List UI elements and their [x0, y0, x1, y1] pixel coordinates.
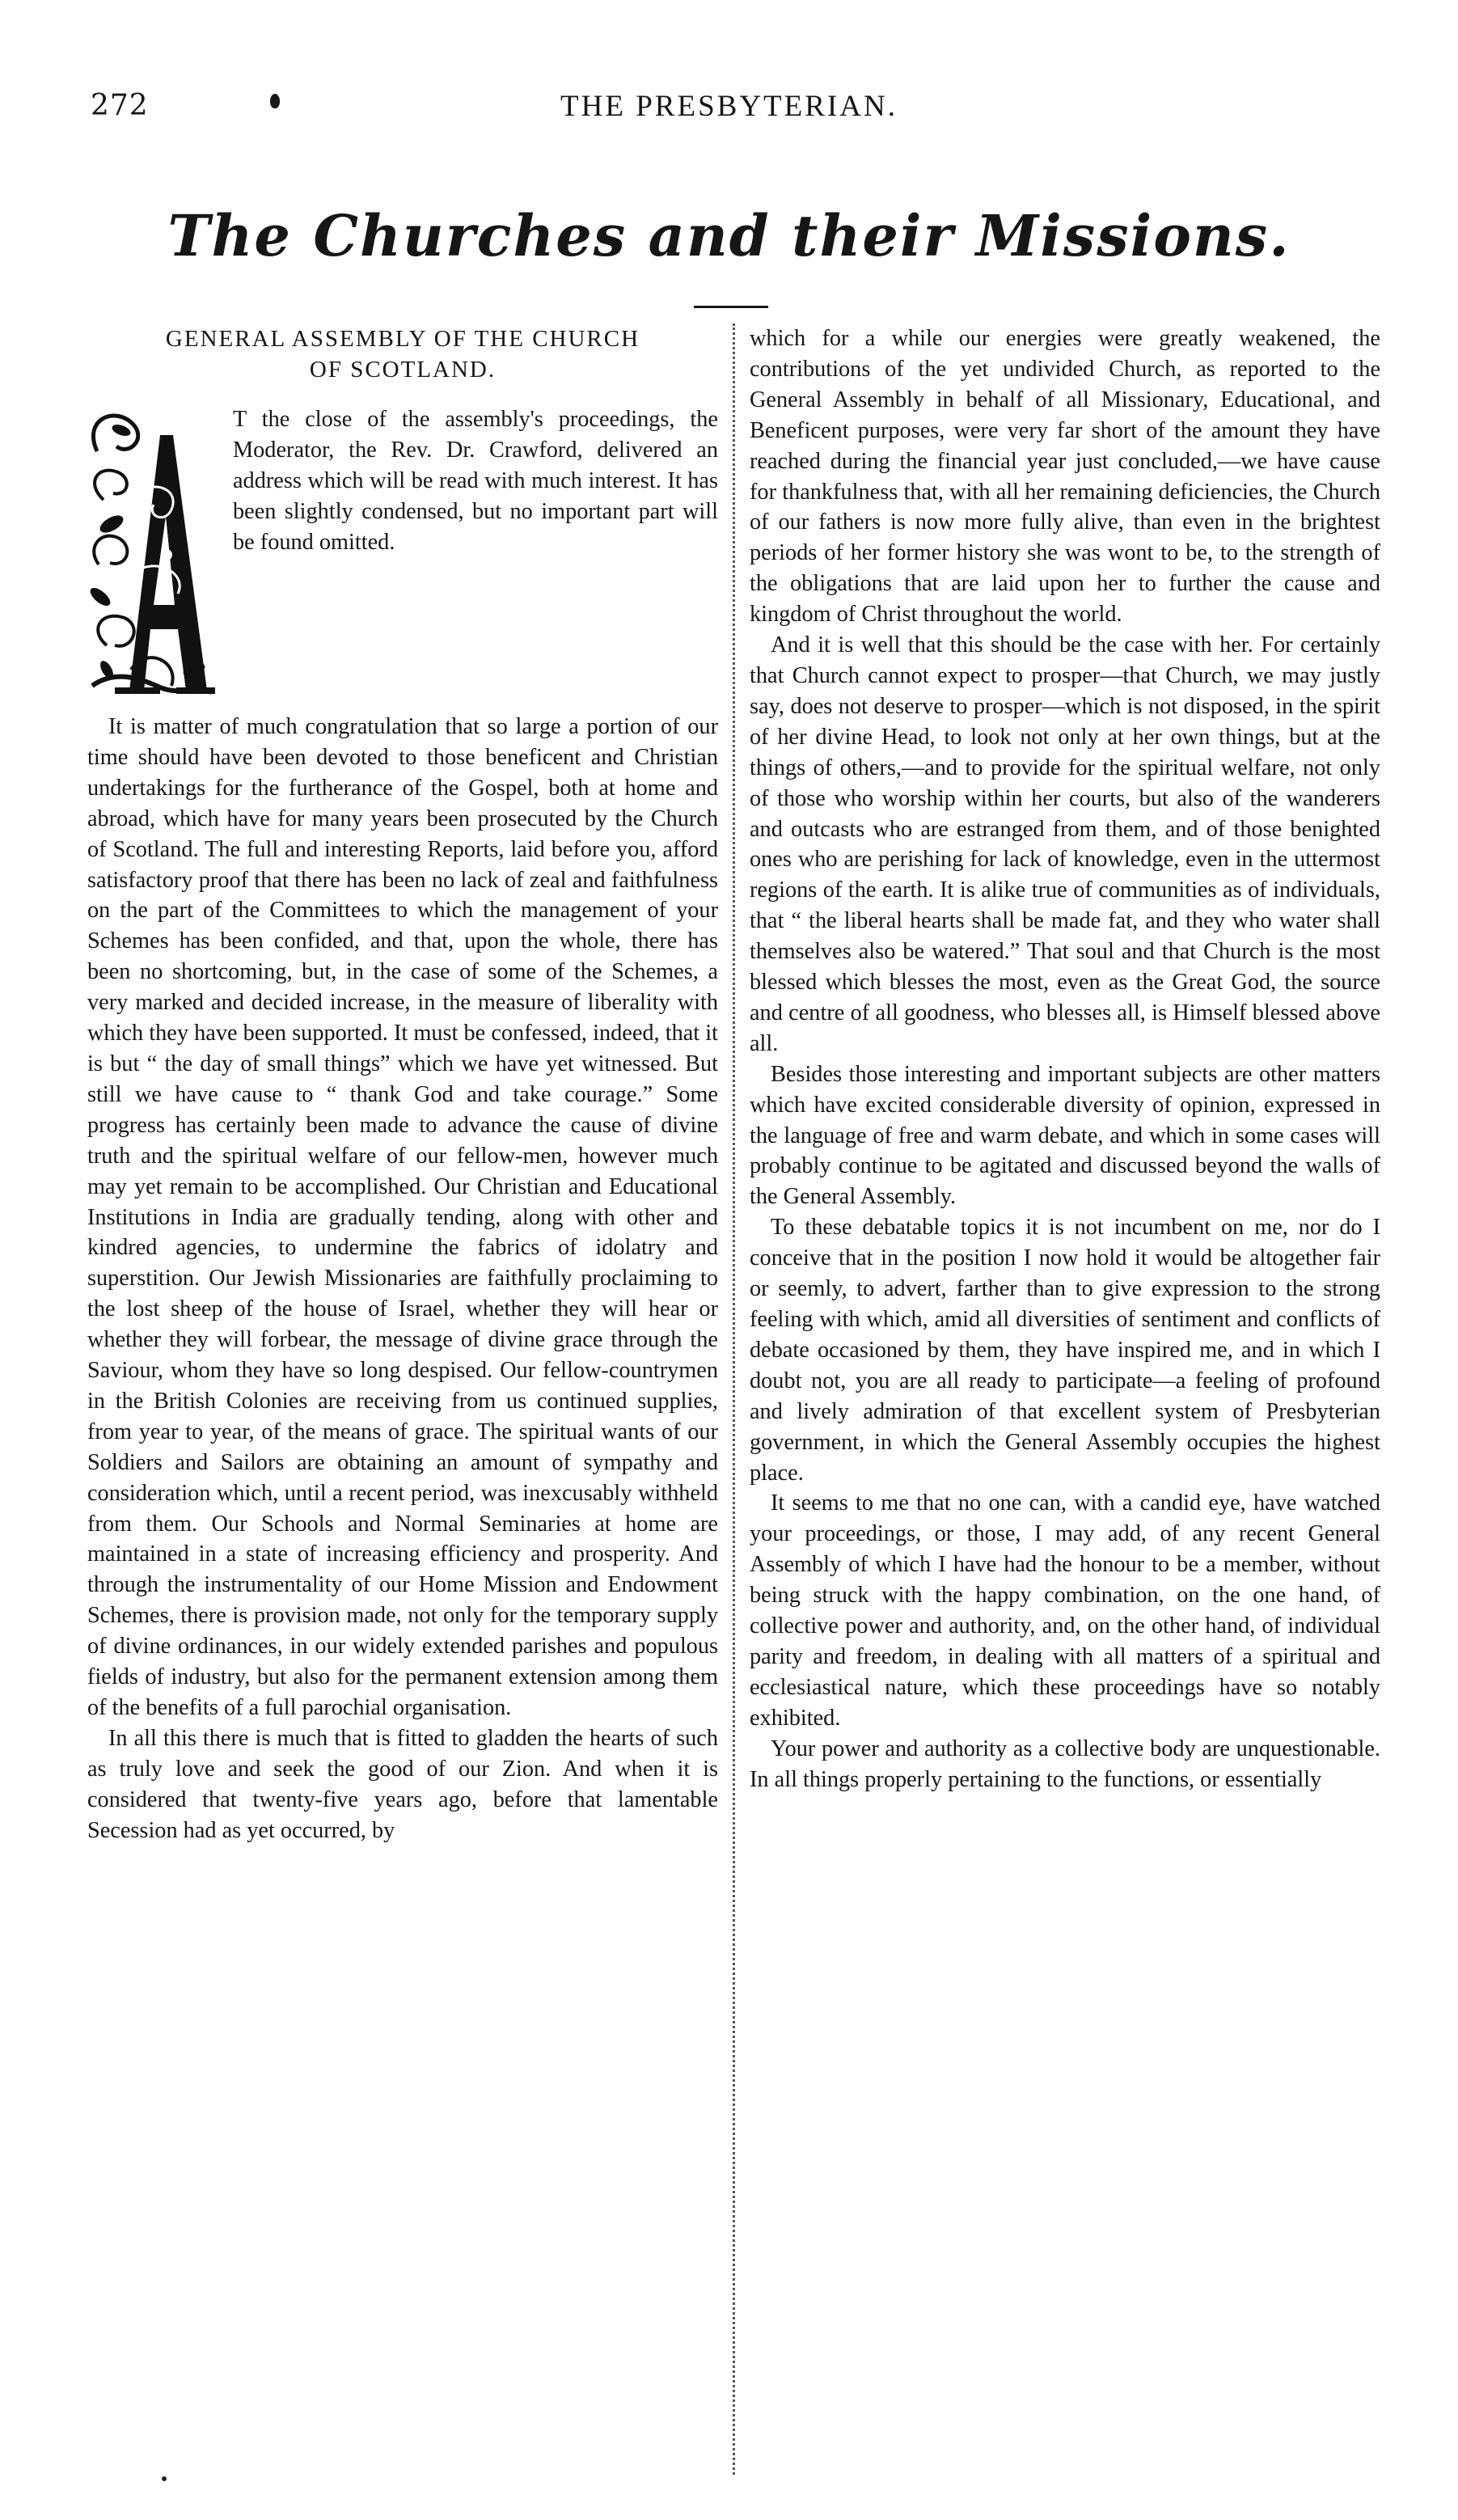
article-paragraph: And it is well that this should be the case with her. For certainly that Church cannot expect to prosper—that Church, we may justly say, does not deserve to prosper—which is not disposed, in the spirit of her divine Head, to look not only at her own things, but at the things of others,—and to provide for the spiritual welfare, not only of those who worship within her courts, but also of the wanderers and outcasts who are estranged from them, and of those benighted ones who are perishing for lack of knowledge, even in the uttermost regions of the earth. It is alike true of communities as of individuals, that “ the liberal hearts shall be made fat, and they who water shall themselves also be watered.” That soul and that Church is the most blessed which blesses the most, even as the Great God, the source and centre of all goodness, who blesses all, is Himself blessed above all.: [750, 632, 1380, 1056]
left-column: [87, 323, 718, 2507]
article-paragraph: Besides those interesting and important subjects are other matters which have excited considerable diversity of opinion, expressed in the language of free and warm debate, and which in some cases will probably continue to be agitated and discussed beyond the walls of the General Assembly.: [750, 1061, 1380, 1210]
page-number: 272: [91, 89, 149, 122]
running-title: THE PRESBYTERIAN.: [560, 90, 898, 123]
article-paragraph: To these debatable topics it is not incumbent on me, nor do I conceive that in the position I now hold it would be altogether fair or seemly, to advert, farther than to give expression to the strong feeling with which, amid all diversities of sentiment and conflicts of debate occasioned by them, they have inspired me, and in which I doubt not, you are all ready to participate—a feeling of profound and lively admiration of that excellent system of Presbyterian government, in which the General Assembly occupies the highest place.: [750, 1215, 1380, 1486]
article-paragraph: Your power and authority as a collective body are unquestionable. In all things properly pertaining to the functions, or essentially: [750, 1736, 1380, 1792]
ornamental-drop-cap: [87, 403, 220, 704]
article-paragraph: In all this there is much that is fitted to gladden the hearts of such as truly love and seek the good of our Zion. And when it is considered that twenty-five years ago, before that lamentable Secession had as yet occurred, by: [87, 1725, 718, 1843]
ink-mark: [162, 2476, 167, 2481]
right-column: [750, 323, 1380, 2507]
section-title: The Churches and their Missions.: [167, 202, 1291, 269]
column-divider: [733, 323, 735, 2475]
article-paragraph: which for a while our energies were greatly weakened, the contributions of the yet undivided Church, as reported to the General Assembly in behalf of all Missionary, Educational, and Beneficent purposes, were very far short of the amount they have reached during the financial year just concluded,—we have cause for thankfulness that, with all her remaining deficiencies, the Church of our fathers is now more fully alive, than even in the brightest periods of her former history she was wont to be, to the strength of the obligations that are laid upon her to further the cause and kingdom of Christ throughout the world.: [750, 326, 1380, 628]
page-header: [0, 89, 1458, 137]
intro-paragraph: T the close of the assembly's proceedings, the Moderator, the Rev. Dr. Crawford, delivered an address which will be read with much interest. It has been slightly condensed, but no important part will be found omitted.: [233, 407, 718, 555]
title-rule: [694, 306, 768, 308]
article-heading-line-2: OF SCOTLAND.: [309, 357, 497, 383]
article-heading-line-1: GENERAL ASSEMBLY OF THE CHURCH: [165, 326, 640, 352]
article-heading: [87, 323, 718, 385]
article-paragraph: It is matter of much congratulation that so large a portion of our time should have been devoted to those beneficent and Christian undertakings for the furtherance of the Gospel, both at home and abroad, which have for many years been prosecuted by the Church of Scotland. The full and interesting Reports, laid before you, afford satisfactory proof that there has been no lack of zeal and faithfulness on the part of the Committees to which the management of your Schemes has been confided, and that, upon the whole, there has been no shortcoming, but, in the case of some of the Schemes, a very marked and decided increase, in the measure of liberality with which they have been supported. It must be confessed, indeed, that it is but “ the day of small things” which we have yet witnessed. But still we have cause to “ thank God and take courage.” Some progress has certainly been made to advance the cause of divine truth and the spiritual welfare of our fellow-men, however much may yet remain to be accomplished. Our Christian and Educational Institutions in India are gradually tending, along with other and kindred agencies, to undermine the fabrics of idolatry and superstition. Our Jewish Missionaries are faithfully proclaiming to the lost sheep of the house of Israel, whether they will hear or whether they will forbear, the message of divine grace through the Saviour, whom they have so long despised. Our fellow-countrymen in the British Colonies are receiving from us continued supplies, from year to year, of the means of grace. The spiritual wants of our Soldiers and Sailors are obtaining an amount of sympathy and consideration which, until a recent period, was inexcusably withheld from them. Our Schools and Normal Seminaries at home are maintained in a state of increasing efficiency and prosperity. And through the instrumentality of our Home Mission and Endowment Schemes, there is provision made, not only for the temporary supply of divine ordinances, in our widely extended parishes and populous fields of industry, but also for the permanent extension among them of the benefits of a full parochial organisation.: [87, 714, 718, 1720]
article-paragraph: It seems to me that no one can, with a candid eye, have watched your proceedings, or those, I may add, of any recent General Assembly of which I have had the honour to be a member, without being struck with the happy combination, on the one hand, of collective power and authority, and, on the other hand, of individual parity and freedom, in dealing with all matters of a spiritual and ecclesiastical nature, which these proceedings have so notably exhibited.: [750, 1490, 1380, 1731]
